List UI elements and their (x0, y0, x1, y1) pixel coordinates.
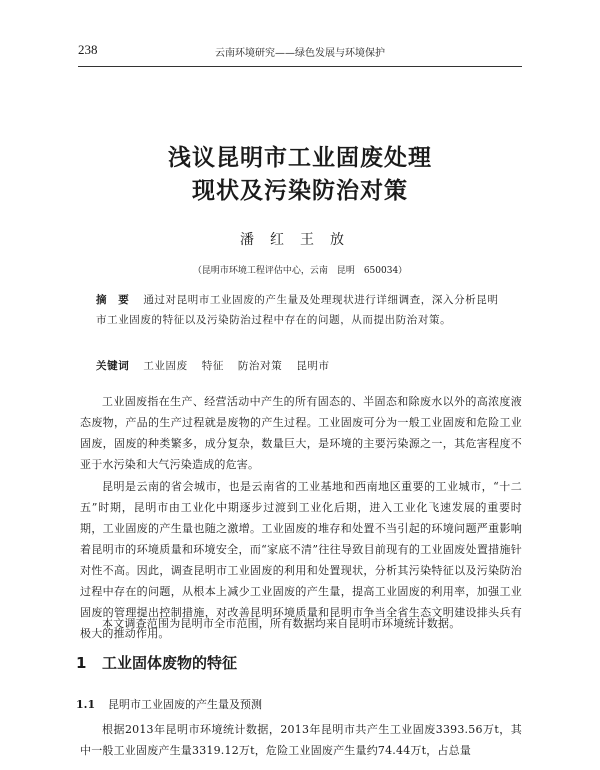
section-title: 工业固体废物的特征 (102, 654, 238, 672)
body-paragraph: 昆明是云南的省会城市，也是云南省的工业基地和西南地区重要的工业城市，“十二五”时期，昆明市由工业化中期逐步过渡到工业化后期，进入工业化飞速发展的重要时期，工业固废的产生量也随之激增。工业固废的堆存和处置不当引起的环境问题严重影响着昆明市的环境质量和环境安全，而“家底不清”往往导致目前现有的工业固废处置措施针对性不高。因此，调查昆明市工业固废的利用和处置现状，分析其污染特征以及污染防治过程中存在的问题，从根本上减少工业固废的产生量，提高工业固废的利用率，加强工业固废的管理提出控制措施，对改善昆明环境质量和昆明市争当全省生态文明建设排头兵有极大的推动作用。 (80, 480, 522, 640)
keyword: 防治对策 (237, 360, 283, 372)
keyword: 特征 (201, 360, 224, 372)
abstract-label: 摘 要 (96, 294, 130, 306)
running-head-title: 云南环境研究——绿色发展与环境保护 (215, 48, 385, 59)
body-paragraph: 根据2013年昆明市环境统计数据，2013年昆明市共产生工业固废3393.56万t，其中一般工业固废产生量3319.12万t，危险工业固废产生量约74.44万t，占总量 (80, 723, 522, 757)
abstract (96, 290, 506, 330)
subsection-heading (76, 696, 262, 712)
subsection-number: 1.1 (76, 698, 96, 711)
title-line-2: 现状及污染防治对策 (192, 177, 408, 204)
running-header (78, 40, 522, 67)
author-affiliation: （昆明市环境工程评估中心，云南 昆明 650034） (192, 266, 408, 276)
keywords (96, 356, 506, 376)
section-heading (76, 652, 237, 673)
article-title (0, 141, 600, 207)
author-names: 潘红王放 (240, 232, 360, 248)
keyword: 工业固废 (143, 360, 188, 372)
keywords-label: 关键词 (96, 360, 130, 372)
title-line-1: 浅议昆明市工业固废处理 (168, 144, 432, 171)
body-paragraph: 本文调查范围为昆明市全市范围，所有数据均来自昆明市环境统计数据。 (102, 617, 461, 630)
keyword: 昆明市 (296, 360, 330, 372)
body-paragraph: 工业固废指在生产、经营活动中产生的所有固态的、半固态和除废水以外的高浓度液态废物，产品的生产过程就是废物的产生过程。工业固废可分为一般工业固废和危险工业固废，固废的种类繁多，成分复杂，数量巨大，是环境的主要污染源之一，其危害程度不亚于水污染和大气污染造成的危害。 (80, 395, 522, 471)
subsection-title: 昆明市工业固废的产生量及预测 (108, 698, 262, 711)
section-number: 1 (76, 654, 87, 672)
page-number: 238 (78, 42, 98, 57)
abstract-text: 通过对昆明市工业固废的产生量及处理现状进行详细调查，深入分析昆明市工业固废的特征以及污染防治过程中存在的问题，从而提出防治对策。 (96, 294, 499, 326)
